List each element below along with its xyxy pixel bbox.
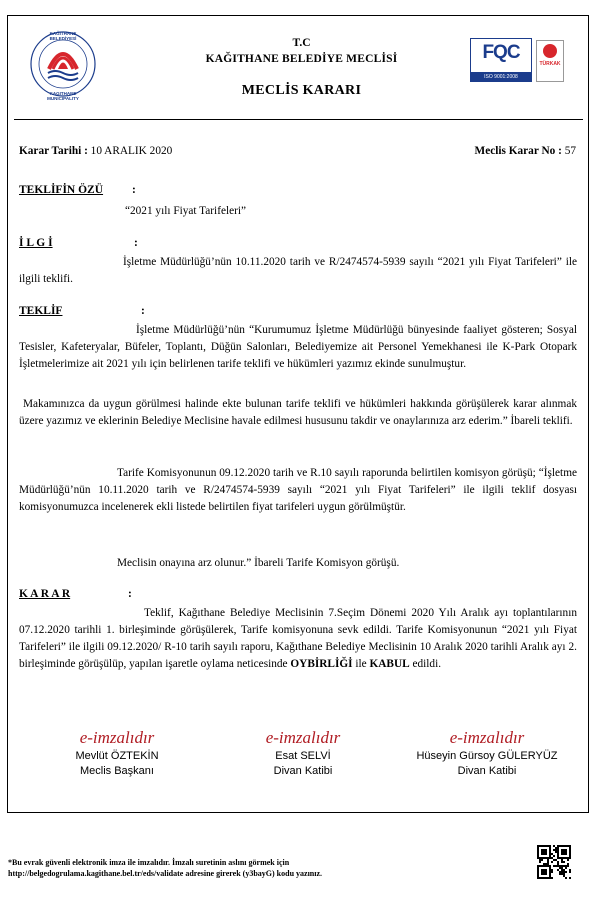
iso-label: ISO 9001:2008: [471, 72, 531, 82]
proposal-summary: “2021 yılı Fiyat Tarifeleri”: [125, 205, 247, 217]
logo-text-bottom: KAGITHANE MUNICIPALITY: [47, 91, 79, 101]
decision-date-value: 10 ARALIK 2020: [90, 145, 173, 157]
proposal-paragraph-1: İşletme Müdürlüğü’nün “Kurumumuz İşletme Müdürlüğü bünyesinde faaliyet gösteren; Sosyal Tesisler, Kafeteryalar, Büfeler, Toplantı, Düğün Salonları, Belediyemize ait Personel Yemekhanesi ile K-Park Otopark İşletmelerimize ait 2021 yılı için belirlenen tarife teklifi ve hükümleri yazımız ekinde sunulmuştur.: [19, 324, 577, 370]
signatory-role: Divan Katibi: [457, 765, 517, 777]
verification-link[interactable]: http://belgedogrulama.kagithane.bel.tr/eds/validate adresine girerek (y3bayG) kodu yazınız.: [8, 869, 323, 878]
unanimous-label: OYBİRLİĞİ: [290, 658, 353, 670]
logo-text-top: KAĞITHANE BELEDİYESİ: [49, 31, 77, 41]
header-divider: [14, 119, 583, 120]
council-name: KAĞITHANE BELEDİYE MECLİSİ: [205, 53, 398, 65]
decision-date-label: Karar Tarihi :: [19, 145, 88, 157]
signatory-name: Mevlüt ÖZTEKİN: [75, 750, 159, 762]
decision-number-value: 57: [564, 145, 576, 157]
e-signature-notice: [8, 857, 322, 879]
signatory-name: Esat SELVİ: [275, 750, 331, 762]
decision-number-label: Meclis Karar No :: [474, 145, 562, 157]
commission-closing: Meclisin onayına arz olunur.” İbareli Tarife Komisyon görüşü.: [117, 557, 400, 569]
section-heading-karar: K A R A R :: [19, 588, 132, 600]
page-title: MECLİS KARARI: [241, 83, 362, 98]
accepted-label: KABUL: [369, 658, 410, 670]
turkak-label: TÜRKAK: [539, 61, 561, 67]
e-signature-mark: e-imzalıdır: [265, 728, 341, 747]
qr-code-icon: [537, 845, 571, 879]
e-signature-mark: e-imzalıdır: [79, 728, 155, 747]
certification-badge: [470, 38, 564, 88]
reference-text: İşletme Müdürlüğü’nün 10.11.2020 tarih ve R/2474574-5939 sayılı “2021 yılı Fiyat Tarifeleri” ile ilgili teklifi.: [19, 256, 577, 285]
commission-opinion: Tarife Komisyonunun 09.12.2020 tarih ve R.10 sayılı raporunda belirtilen komisyon görüşü; “İşletme Müdürlüğü’nün 10.11.2020 tarih ve R/2474574-5939 sayılı “2021 yılı Fiyat Tarifeleri” ile ilgili teklif dosyası komisyonumuzca incelenerek ekli listede belirtilen fiyat tarifeleri uygun görülmüştür.: [19, 467, 577, 513]
section-heading-teklif: TEKLİF :: [19, 305, 145, 317]
decision-number: [475, 143, 576, 160]
signatory-role: Divan Katibi: [273, 765, 333, 777]
turkak-icon: [543, 44, 557, 58]
section-heading-ozu: TEKLİFİN ÖZÜ :: [19, 184, 136, 196]
notice-line-1: *Bu evrak güvenli elektronik imza ile imzalıdır. İmzalı suretinin aslını görmek için: [8, 858, 290, 867]
section-heading-ilgi: İ L G İ :: [19, 237, 138, 249]
decision-text: Teklif, Kağıthane Belediye Meclisinin 7.Seçim Dönemi 2020 Yılı Aralık ayı toplantılarının 07.12.2020 tarihli 1. birleşiminde görüşülerek, Tarife komisyonuna sevk edildi. Tarife Komisyonunun “2021 yılı Fiyat Tarifeleri” ile ilgili 09.12.2020/ R-10 tarih sayılı raporu, Kağıthane Belediye Meclisinin 10 Aralık 2020 tarihli Aralık ayı 2. birleşiminde görüşülüp, yapılan işaretle oylama neticesinde OYBİRLİĞİ ile KABUL edildi.: [19, 607, 577, 670]
header-tc: T.C: [292, 37, 311, 49]
signature-block: [397, 728, 577, 779]
proposal-paragraph-2: Makamınızca da uygun görülmesi halinde ekte bulunan tarife teklifi ve hükümleri hakkında görüşülerek karar alınmak üzere yazımız ve eklerinin Belediye Meclisine havale edilmesi hususunu takdir ve onaylarınıza arz ederim.” İbareli teklifi.: [19, 398, 577, 427]
fqc-label: FQC: [482, 42, 520, 63]
signatory-name: Hüseyin Gürsoy GÜLERYÜZ: [416, 750, 558, 762]
decision-date: [19, 143, 172, 160]
signatory-role: Meclis Başkanı: [80, 765, 154, 777]
e-signature-mark: e-imzalıdır: [449, 728, 525, 747]
signature-block: [228, 728, 378, 779]
signature-block: [42, 728, 192, 779]
